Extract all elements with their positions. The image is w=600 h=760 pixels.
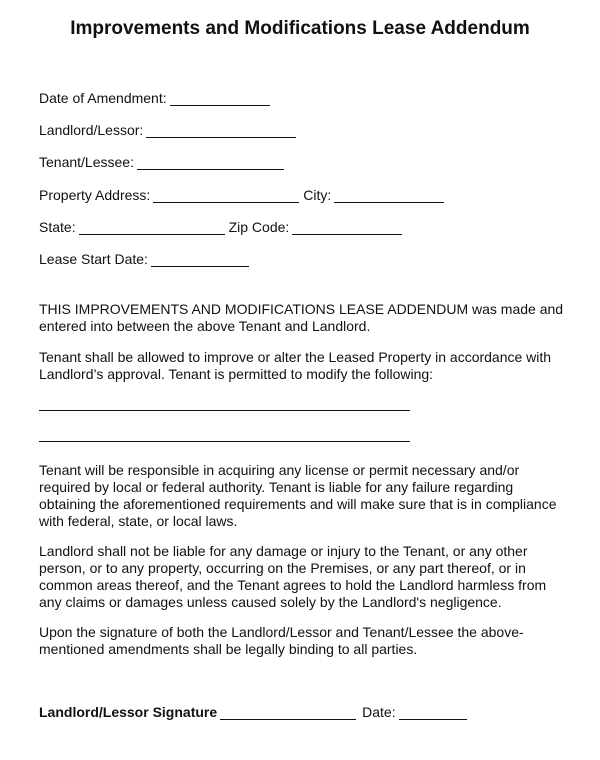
tenant-row <box>39 154 288 170</box>
signature-date-label: Date: <box>362 704 396 720</box>
intro-paragraph: THIS IMPROVEMENTS AND MODIFICATIONS LEASE ADDENDUM was made and entered into between the above Tenant and Landlord. <box>39 301 564 334</box>
landlord-field[interactable] <box>146 123 296 138</box>
zip-code-field[interactable] <box>292 220 402 235</box>
city-field[interactable] <box>334 188 444 203</box>
date-of-amendment-label: Date of Amendment: <box>39 90 167 106</box>
property-address-row <box>39 187 448 203</box>
state-field[interactable] <box>79 220 225 235</box>
landlord-label: Landlord/Lessor: <box>39 122 144 138</box>
responsibility-paragraph: Tenant will be responsible in acquiring any license or permit necessary and/or required by local or federal authority. Tenant is liable for any failure regarding obtaining the aforementioned requirements and will make sure that is in compliance with federal, state, or local laws. <box>39 462 557 529</box>
signature-date-field[interactable] <box>399 705 467 720</box>
signature-row <box>39 704 471 720</box>
state-label: State: <box>39 219 76 235</box>
tenant-label: Tenant/Lessee: <box>39 154 134 170</box>
document-title: Improvements and Modifications Lease Addendum <box>70 18 530 39</box>
signature-field[interactable] <box>220 705 356 720</box>
binding-paragraph: Upon the signature of both the Landlord/Lessor and Tenant/Lessee the above-mentioned amendments shall be legally binding to all parties. <box>39 624 524 657</box>
modification-line-2[interactable] <box>39 441 410 442</box>
allowed-modifications-paragraph: Tenant shall be allowed to improve or alter the Leased Property in accordance with Landlord’s approval. Tenant is permitted to modify the following: <box>39 349 552 382</box>
date-of-amendment-row <box>39 90 274 106</box>
city-label: City: <box>303 187 332 203</box>
signature-label: Landlord/Lessor Signature <box>39 704 218 720</box>
lease-start-date-label: Lease Start Date: <box>39 251 148 267</box>
modification-line-1[interactable] <box>39 410 410 411</box>
landlord-row <box>39 122 300 138</box>
lease-start-date-row <box>39 251 253 267</box>
liability-paragraph: Landlord shall not be liable for any damage or injury to the Tenant, or any other person, or to any property, occurring on the Premises, or any part thereof, or in common areas thereof, and the Tenant agrees to hold the Landlord harmless from any claims or damages unless caused solely by the Landlord's negligence. <box>39 543 547 610</box>
tenant-field[interactable] <box>137 155 284 170</box>
property-address-label: Property Address: <box>39 187 151 203</box>
lease-start-date-field[interactable] <box>151 252 249 267</box>
date-of-amendment-field[interactable] <box>170 91 270 106</box>
property-address-field[interactable] <box>153 188 299 203</box>
zip-code-label: Zip Code: <box>228 219 290 235</box>
state-zip-row <box>39 219 406 235</box>
